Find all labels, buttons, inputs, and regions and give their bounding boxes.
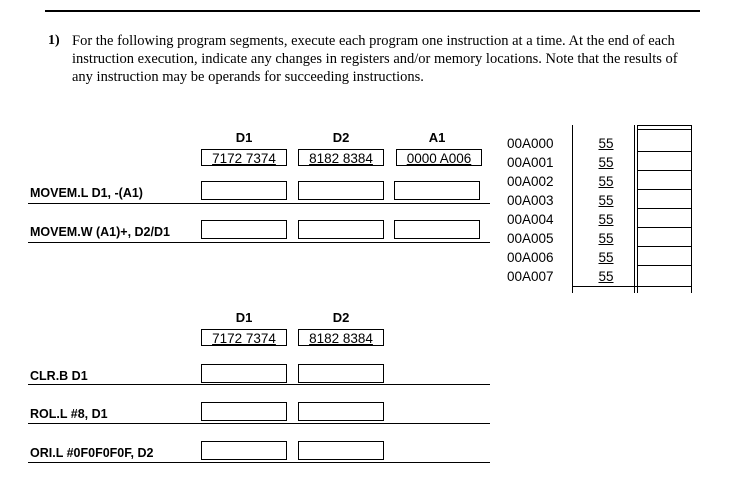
s2-row3-d1-input[interactable] — [201, 441, 287, 460]
s1-row2-d2-input[interactable] — [298, 220, 384, 239]
s2-row2-d2-input[interactable] — [298, 402, 384, 421]
s2-initial-d2: 8182 8384 — [298, 329, 384, 346]
mem-grid-line — [637, 208, 692, 209]
s1-row1-line — [28, 203, 490, 204]
mem-grid-line — [637, 129, 692, 130]
s1-row1-d1-input[interactable] — [201, 181, 287, 200]
s1-row2-line — [28, 242, 490, 243]
s1-header-d1: D1 — [235, 130, 253, 145]
s2-row1-d1-input[interactable] — [201, 364, 287, 383]
mem-address: 00A000 — [507, 136, 554, 151]
s1-row1-a1-input[interactable] — [394, 181, 480, 200]
mem-value[interactable]: 55 — [598, 136, 614, 151]
s1-instruction-2: MOVEM.W (A1)+, D2/D1 — [30, 225, 170, 239]
mem-address: 00A004 — [507, 212, 554, 227]
mem-value[interactable]: 55 — [598, 155, 614, 170]
s1-row1-d2-input[interactable] — [298, 181, 384, 200]
s2-initial-d1: 7172 7374 — [201, 329, 287, 346]
question-number: 1) — [48, 33, 60, 48]
mem-address: 00A002 — [507, 174, 554, 189]
s2-row2-line — [28, 423, 490, 424]
mem-value[interactable]: 55 — [598, 269, 614, 284]
s1-row2-a1-input[interactable] — [394, 220, 480, 239]
mem-value[interactable]: 55 — [598, 193, 614, 208]
s1-initial-d1: 7172 7374 — [201, 149, 287, 166]
mem-address: 00A006 — [507, 250, 554, 265]
s2-row1-d2-input[interactable] — [298, 364, 384, 383]
mem-value[interactable]: 55 — [598, 212, 614, 227]
s2-instruction-1: CLR.B D1 — [30, 369, 88, 383]
question-text: For the following program segments, execute each program one instruction at a time. At the end of each instruction execution, indicate any changes in registers and/or memory locations. Note that the results of any instruction may be operands for succeeding instructions. — [72, 33, 678, 85]
mem-value[interactable]: 55 — [598, 250, 614, 265]
mem-address: 00A005 — [507, 231, 554, 246]
mem-grid-line — [572, 286, 692, 287]
mem-address: 00A001 — [507, 155, 554, 170]
s2-row3-d2-input[interactable] — [298, 441, 384, 460]
mem-address: 00A007 — [507, 269, 554, 284]
mem-value[interactable]: 55 — [598, 231, 614, 246]
mem-grid-line — [634, 125, 635, 293]
s1-instruction-1: MOVEM.L D1, -(A1) — [30, 186, 143, 200]
s1-initial-d2: 8182 8384 — [298, 149, 384, 166]
s2-instruction-2: ROL.L #8, D1 — [30, 407, 108, 421]
s1-row2-d1-input[interactable] — [201, 220, 287, 239]
s2-row3-line — [28, 462, 490, 463]
mem-grid-line — [572, 125, 573, 293]
mem-grid-line — [637, 151, 692, 152]
s1-header-a1: A1 — [428, 130, 446, 145]
mem-address: 00A003 — [507, 193, 554, 208]
s1-initial-a1: 0000 A006 — [396, 149, 482, 166]
s2-header-d2: D2 — [332, 310, 350, 325]
mem-grid-line — [637, 125, 692, 126]
s2-header-d1: D1 — [235, 310, 253, 325]
s2-instruction-3: ORI.L #0F0F0F0F, D2 — [30, 446, 154, 460]
mem-grid-line — [637, 227, 692, 228]
s2-row1-line — [28, 384, 490, 385]
s2-row2-d1-input[interactable] — [201, 402, 287, 421]
s1-header-d2: D2 — [332, 130, 350, 145]
mem-grid-line — [637, 246, 692, 247]
mem-grid-line — [637, 170, 692, 171]
top-rule — [45, 10, 700, 12]
mem-grid-line — [637, 189, 692, 190]
mem-grid-line — [637, 265, 692, 266]
mem-value[interactable]: 55 — [598, 174, 614, 189]
